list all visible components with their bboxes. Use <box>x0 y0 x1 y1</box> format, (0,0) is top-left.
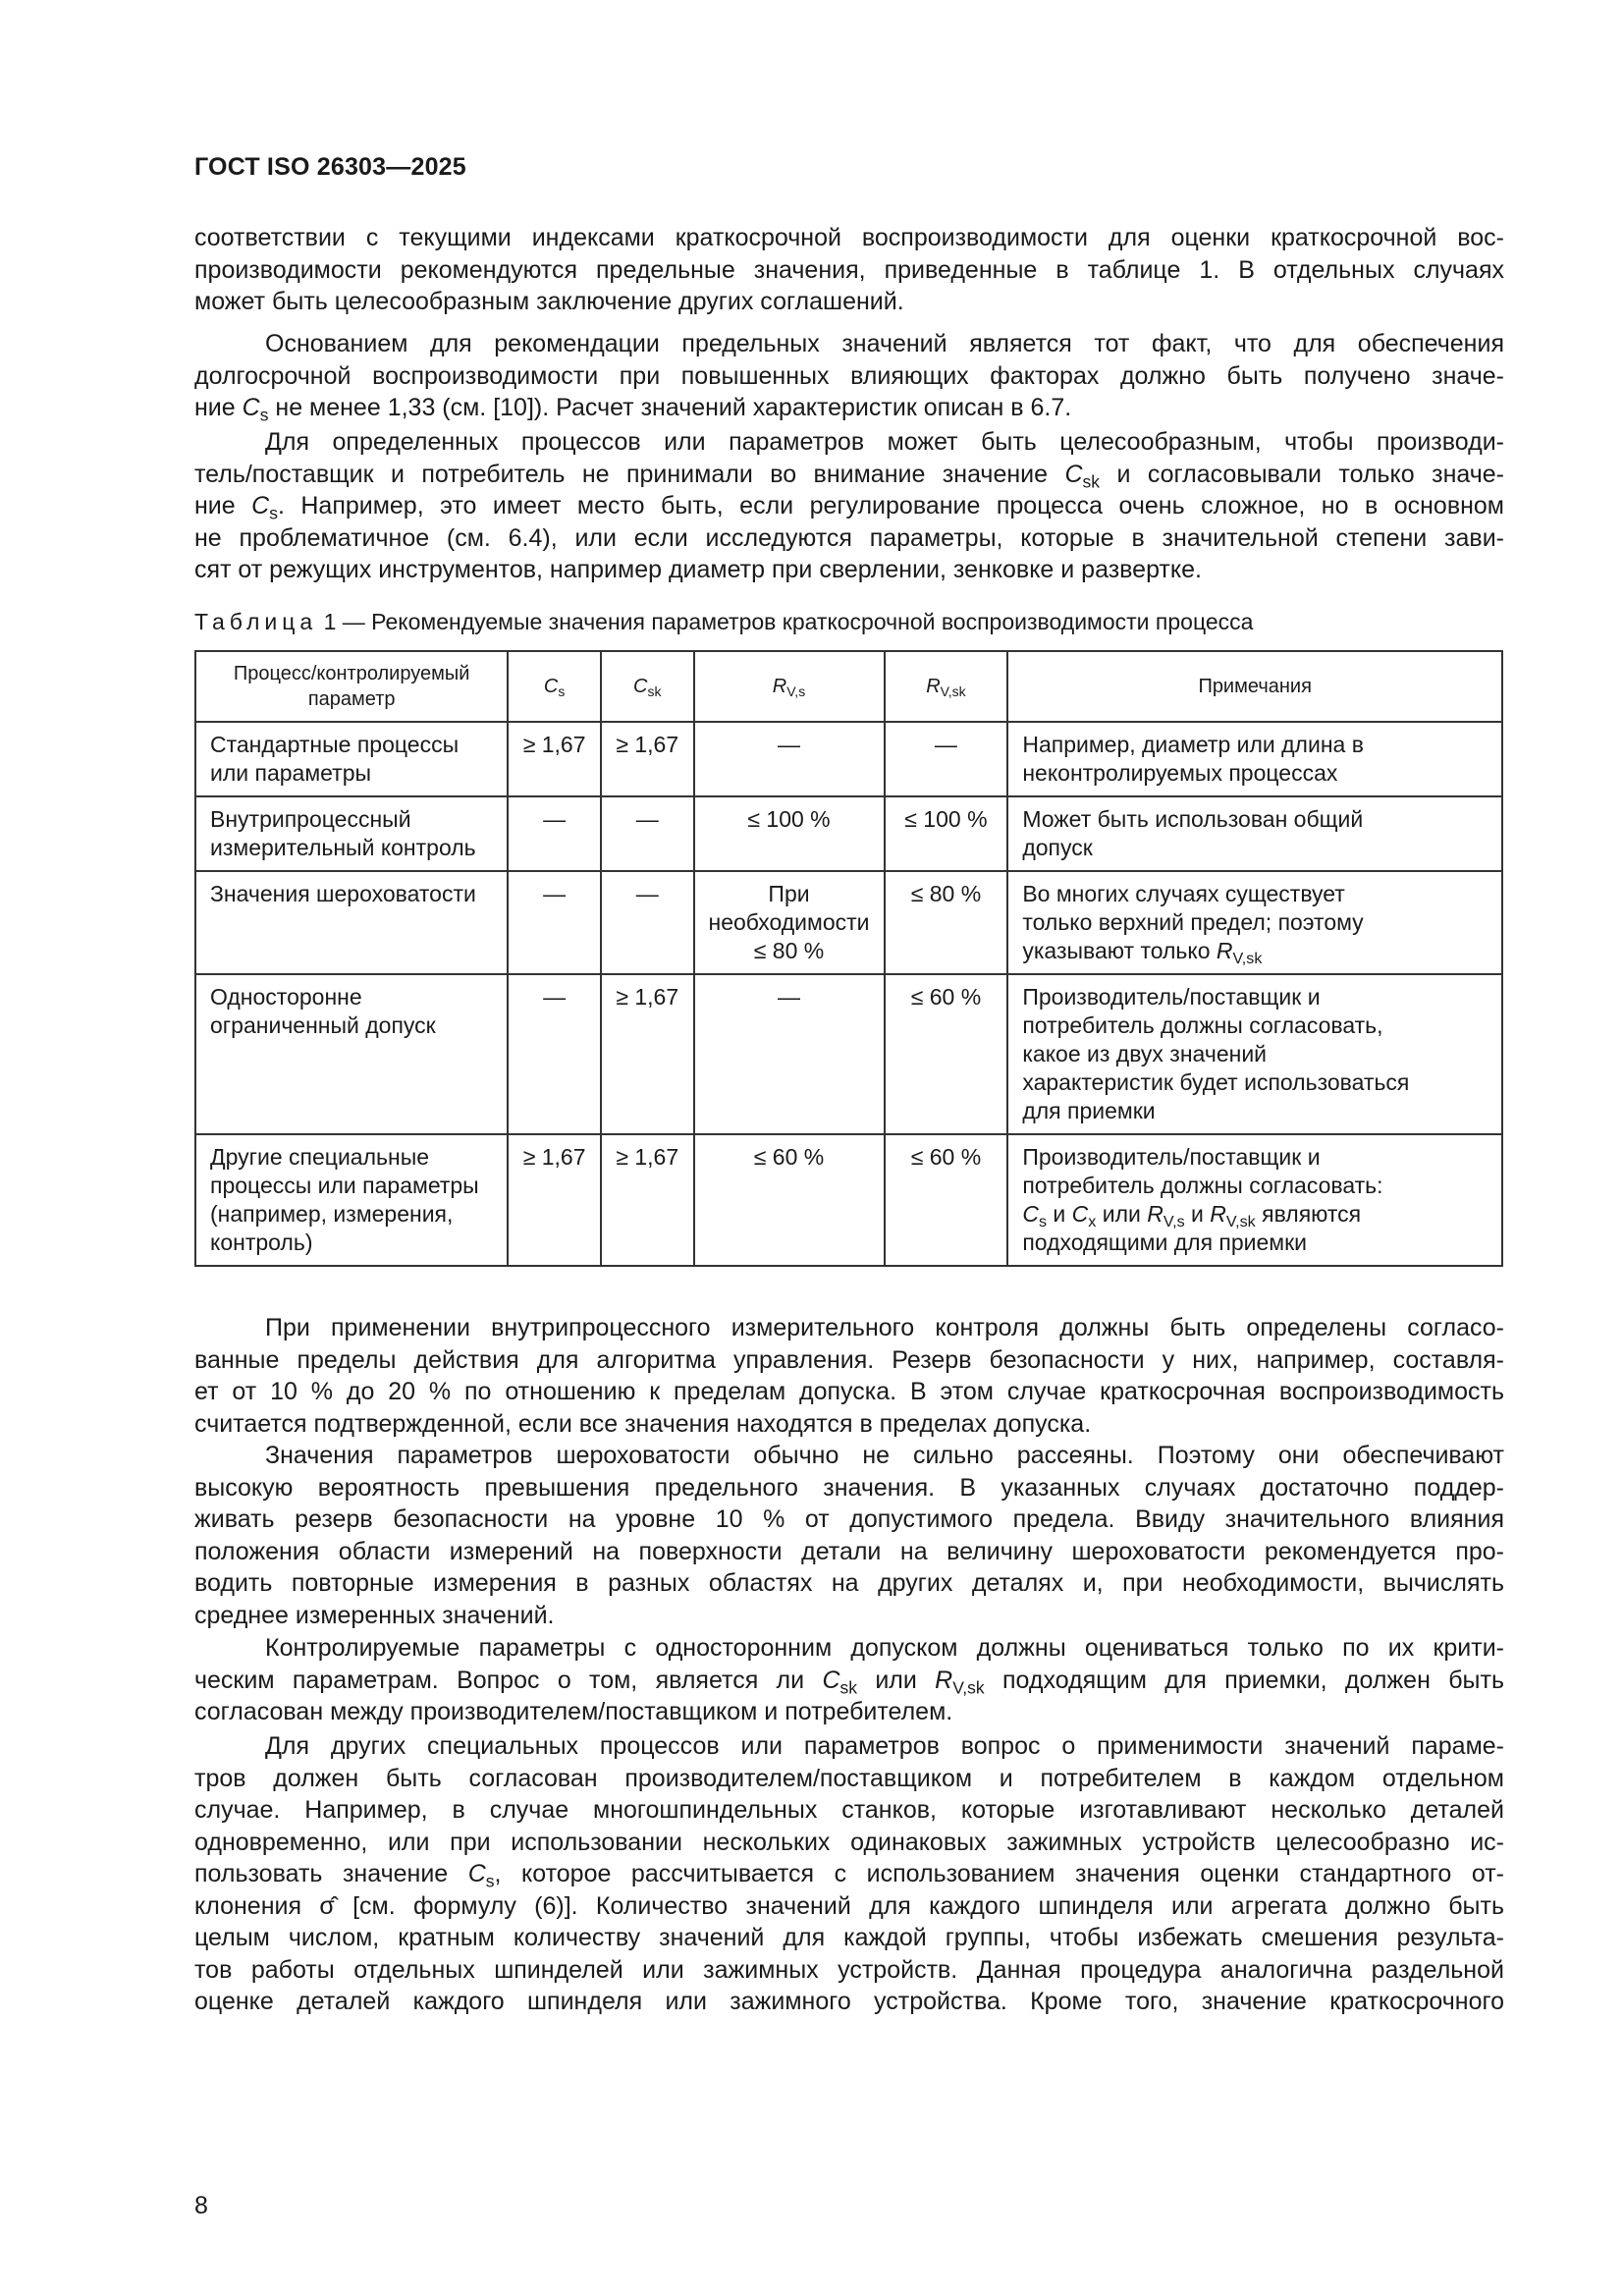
cell-line: допуск <box>1022 835 1093 860</box>
symbol-c: C <box>242 394 260 421</box>
cell-line: неконтролируемых процессах <box>1022 760 1338 786</box>
cell-notes <box>1007 1134 1502 1266</box>
cell-line: потребитель должны согласовать: <box>1022 1173 1383 1198</box>
symbol-c: C <box>1022 1201 1039 1227</box>
cell-csk: — <box>601 796 694 871</box>
cell-rvsk: — <box>885 722 1008 796</box>
cell-notes <box>1007 871 1502 974</box>
cell-csk: ≥ 1,67 <box>601 722 694 796</box>
paragraph-6 <box>194 1632 1504 1728</box>
cell-line: или параметры <box>210 760 372 786</box>
cell-rvsk: ≤ 60 % <box>885 974 1008 1134</box>
cell-notes <box>1007 796 1502 871</box>
cell-line: процессы или параметры <box>210 1173 479 1198</box>
cell-rvsk: ≤ 100 % <box>885 796 1008 871</box>
text-line: Основанием для рекомендации предельных значений является тот факт, что для обеспечения <box>265 330 1504 357</box>
symbol-c: C <box>1064 460 1083 488</box>
cell-line: Значения шероховатости <box>210 881 476 906</box>
symbol-c: C <box>467 1860 486 1887</box>
cell-line <box>1022 937 1488 965</box>
symbol-r: R <box>1210 1201 1226 1227</box>
text-line: высокую вероятность превышения предельного значения. В указанных случаях достаточно поддер- <box>194 1473 1504 1502</box>
table-caption <box>194 609 1253 635</box>
symbol-c: C <box>1071 1201 1089 1227</box>
paragraph-5 <box>194 1440 1504 1631</box>
cell-line: ограниченный допуск <box>210 1012 436 1038</box>
symbol-r: R <box>935 1666 953 1694</box>
text-line: производимости рекомендуются предельные значения, приведенные в таблице 1. В отдельных случаях <box>194 255 1504 284</box>
table-header-row <box>195 651 1502 722</box>
text-line: тров должен быть согласован производителем/поставщиком и потребителем в каждом отдельном <box>194 1764 1504 1792</box>
caption-word: Таблица <box>194 609 318 634</box>
text-line: сят от режущих инструментов, например диаметр при сверлении, зенковке и развертке. <box>194 556 1202 583</box>
cell-line: Другие специальные <box>210 1144 430 1170</box>
cell-notes <box>1007 722 1502 796</box>
subscript: V,sk <box>1225 1212 1256 1230</box>
cell-line <box>1022 1200 1488 1229</box>
text-line: тов работы отдельных шпинделей или зажимных устройств. Данная процедура аналогична раздельной <box>194 1955 1504 1984</box>
cell-line: характеристик будет использоваться <box>1022 1069 1410 1095</box>
subscript: V,sk <box>952 1676 985 1697</box>
symbol-r: R <box>1147 1201 1163 1227</box>
cell-line: для приемки <box>1022 1098 1156 1123</box>
cell-line: Стандартные процессы <box>210 732 460 757</box>
subscript: sk <box>1082 470 1101 491</box>
cell-line: Производитель/поставщик и <box>1022 984 1321 1010</box>
cell-line: подходящими для приемки <box>1022 1230 1308 1255</box>
text-line <box>194 490 1504 522</box>
header-rvsk <box>885 651 1008 722</box>
cell-line: какое из двух значений <box>1022 1041 1268 1066</box>
header-cs <box>508 651 601 722</box>
cell-rvsk: ≤ 60 % <box>885 1134 1008 1266</box>
cell-rvs <box>694 796 885 871</box>
cell-csk: — <box>601 871 694 974</box>
table-row <box>195 871 1502 974</box>
header-notes: Примечания <box>1007 651 1502 722</box>
text-line: согласован между производителем/поставщиком и потребителем. <box>194 1698 953 1725</box>
header-rvs <box>694 651 885 722</box>
cell-line: необходимости <box>708 909 870 935</box>
text-line: долгосрочной воспроизводимости при повышенных влияющих факторах должно быть получено значе- <box>194 361 1504 390</box>
subscript: s <box>259 405 269 425</box>
paragraph-3 <box>194 426 1504 586</box>
subscript: s <box>558 683 566 700</box>
text-fragment: указывают только <box>1022 938 1217 963</box>
cell-line: контроль) <box>210 1230 313 1255</box>
cell-param <box>195 974 508 1134</box>
text-line <box>194 459 1504 491</box>
subscript: s <box>269 503 278 523</box>
text-fragment: подходящим для приемки, должен быть <box>984 1666 1504 1694</box>
cell-param <box>195 871 508 974</box>
text-line <box>194 1858 1504 1890</box>
text-fragment: или <box>857 1666 936 1694</box>
text-fragment: ческим параметрам. Вопрос о том, является ли <box>194 1666 823 1694</box>
table-row <box>195 796 1502 871</box>
text-fragment: , которое рассчитывается с использованием значения оценки стандартного от- <box>494 1860 1504 1887</box>
text-line: Контролируемые параметры с односторонним допуском должны оцениваться только по их крити- <box>265 1634 1504 1662</box>
standard-header: ГОСТ ISO 26303—2025 <box>194 153 466 181</box>
cell-param <box>195 1134 508 1266</box>
symbol-c: C <box>632 676 648 697</box>
text-fragment: или <box>1096 1201 1148 1227</box>
cell-param <box>195 796 508 871</box>
text-line: Для других специальных процессов или параметров вопрос о применимости значений параме- <box>265 1732 1504 1760</box>
cell-line: ≤ 80 % <box>753 938 825 963</box>
sigma-hat-symbol: σ̂ <box>319 1891 335 1920</box>
table-1 <box>194 650 1503 1267</box>
paragraph-7 <box>194 1730 1504 2018</box>
text-line <box>194 1665 1504 1697</box>
cell-line: потребитель должны согласовать, <box>1022 1012 1383 1038</box>
paragraph-4 <box>194 1312 1504 1440</box>
text-line: может быть целесообразным заключение других соглашений. <box>194 288 904 315</box>
subscript: V,s <box>786 683 806 700</box>
cell-line: (например, измерения, <box>210 1201 454 1227</box>
text-line <box>194 1890 1504 1923</box>
text-fragment: ние <box>194 492 252 519</box>
header-line: параметр <box>307 688 396 710</box>
cell-line: измерительный контроль <box>210 835 476 860</box>
cell-rvs <box>694 871 885 974</box>
symbol-r: R <box>772 676 787 697</box>
cell-line: — <box>778 732 800 757</box>
text-fragment: являются <box>1255 1201 1362 1227</box>
cell-param <box>195 722 508 796</box>
cell-line: ≤ 100 % <box>747 806 831 832</box>
cell-csk: ≥ 1,67 <box>601 974 694 1134</box>
paragraph-2 <box>194 328 1504 424</box>
subscript: s <box>485 1871 495 1891</box>
symbol-c: C <box>822 1666 840 1694</box>
subscript: V,sk <box>940 683 966 700</box>
text-line: При применении внутрипроцессного измерительного контроля должны быть определены согласо- <box>265 1314 1504 1341</box>
cell-cs: — <box>508 871 601 974</box>
text-line: считается подтвержденной, если все значения находятся в пределах допуска. <box>194 1409 1092 1438</box>
text-fragment: [см. формулу (6)]. Количество значений для каждого шпинделя или агрегата должно быть <box>334 1891 1504 1920</box>
text-fragment: . Например, это имеет место быть, если регулирование процесса очень сложное, но в основном <box>277 492 1504 519</box>
subscript: s <box>1038 1212 1048 1230</box>
text-fragment: пользовать значение <box>194 1860 468 1887</box>
subscript: x <box>1088 1212 1097 1230</box>
cell-csk: ≥ 1,67 <box>601 1134 694 1266</box>
subscript: sk <box>647 683 662 700</box>
text-line: живать резерв безопасности на уровне 10 % от допустимого предела. Ввиду значительного влияния <box>194 1505 1504 1533</box>
text-line: ванные пределы действия для алгоритма управления. Резерв безопасности у них, например, составля- <box>194 1345 1504 1374</box>
header-line: Процесс/контролируемый <box>233 663 470 684</box>
cell-rvsk: ≤ 80 % <box>885 871 1008 974</box>
cell-line: Во многих случаях существует <box>1022 881 1345 906</box>
symbol-r: R <box>926 676 941 697</box>
cell-rvs <box>694 1134 885 1266</box>
symbol-c: C <box>251 492 270 519</box>
cell-line: Производитель/поставщик и <box>1022 1144 1321 1170</box>
subscript: V,sk <box>1232 949 1263 967</box>
text-line: оценке деталей каждого шпинделя или зажимного устройства. Кроме того, значение краткосрочного <box>194 1988 1504 2015</box>
cell-line: — <box>778 984 800 1010</box>
subscript: V,s <box>1163 1212 1185 1230</box>
text-line: ет от 10 % до 20 % по отношению к пределам допуска. В этом случае краткосрочная воспроизводимость <box>194 1378 1504 1405</box>
subscript: sk <box>839 1676 857 1697</box>
text-fragment: ние <box>194 394 243 421</box>
cell-line: При <box>768 881 810 906</box>
cell-rvs <box>694 974 885 1134</box>
text-line: Для определенных процессов или параметров может быть целесообразным, чтобы производи- <box>265 428 1504 456</box>
table-row <box>195 974 1502 1134</box>
paragraph-1 <box>194 222 1504 318</box>
text-line: случае. Например, в случае многошпиндельных станков, которые изготавливают несколько деталей <box>194 1796 1504 1824</box>
cell-cs: — <box>508 974 601 1134</box>
cell-line: Например, диаметр или длина в <box>1022 732 1364 757</box>
cell-notes <box>1007 974 1502 1134</box>
text-line: среднее измеренных значений. <box>194 1601 555 1629</box>
text-line: не проблематичное (см. 6.4), или если исследуются параметры, которые в значительной степени зави- <box>194 523 1504 552</box>
table-row <box>195 722 1502 796</box>
text-line: одновременно, или при использовании нескольких одинаковых зажимных устройств целесообразно ис- <box>194 1828 1504 1856</box>
cell-cs: ≥ 1,67 <box>508 1134 601 1266</box>
text-line: целым числом, кратным количеству значений для каждой группы, чтобы избежать смешения результа- <box>194 1924 1504 1951</box>
header-param <box>195 651 508 722</box>
symbol-r: R <box>1216 938 1233 963</box>
text-fragment: и <box>1184 1201 1211 1227</box>
text-fragment: и согласовывали только значе- <box>1100 460 1504 488</box>
text-fragment: тель/поставщик и потребитель не принимали во внимание значение <box>194 460 1065 488</box>
text-line: соответствии с текущими индексами краткосрочной воспроизводимости для оценки краткосрочной вос- <box>194 224 1504 251</box>
cell-cs: ≥ 1,67 <box>508 722 601 796</box>
text-fragment: и <box>1047 1201 1072 1227</box>
text-line <box>194 392 1504 424</box>
symbol-c: C <box>543 676 559 697</box>
text-line: Значения параметров шероховатости обычно не сильно рассеяны. Поэтому они обеспечивают <box>265 1442 1504 1469</box>
table-row <box>195 1134 1502 1266</box>
cell-line: только верхний предел; поэтому <box>1022 909 1364 935</box>
cell-cs: — <box>508 796 601 871</box>
cell-line: Может быть использован общий <box>1022 806 1364 832</box>
text-fragment: не менее 1,33 (см. [10]). Расчет значений характеристик описан в 6.7. <box>268 394 1072 421</box>
text-line: положения области измерений на поверхности детали на величину шероховатости рекомендуется про- <box>194 1537 1504 1565</box>
cell-line: ≤ 60 % <box>753 1144 825 1170</box>
cell-rvs <box>694 722 885 796</box>
header-csk <box>601 651 694 722</box>
cell-line: Внутрипроцессный <box>210 806 411 832</box>
page-number: 8 <box>194 2192 208 2219</box>
cell-line: Односторонне <box>210 984 362 1010</box>
text-line: водить повторные измерения в разных областях на других деталях и, при необходимости, вычислять <box>194 1569 1504 1597</box>
text-fragment: клонения <box>194 1891 320 1920</box>
caption-text: 1 — Рекомендуемые значения параметров краткосрочной воспроизводимости процесса <box>317 609 1254 634</box>
